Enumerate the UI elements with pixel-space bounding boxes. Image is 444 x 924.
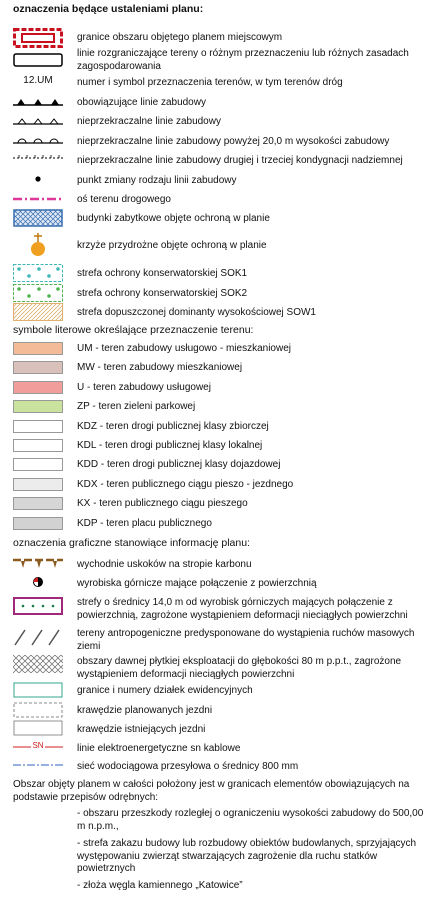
land-use-label: KDP - teren placu publicznego <box>77 517 212 529</box>
sok2-zone-symbol <box>13 284 63 302</box>
land-use-label: KDZ - teren drogi publicznej klasy zbiorczej <box>77 420 269 432</box>
power-line-code: SN <box>32 741 44 750</box>
sow1-zone-symbol <box>13 303 63 321</box>
separate-regulations-intro: Obszar objęty planem w całości położony jest w granicach elementów obowiązujących na podstawie przepisów odrębnych: <box>13 779 410 803</box>
shallow-mining-area-symbol <box>13 655 63 673</box>
legend-label: budynki zabytkowe objęte ochroną w planie <box>77 213 270 224</box>
upper-storey-building-line-symbol <box>13 152 63 162</box>
sok1-zone-symbol <box>13 264 63 282</box>
legend-label: tereny antropogeniczne predysponowane do wystąpienia ruchów masowych ziemi <box>77 628 415 652</box>
existing-roadway-symbol <box>13 720 63 736</box>
legend-label: punkt zmiany rodzaju linii zabudowy <box>77 175 237 186</box>
planned-roadway-symbol <box>13 702 63 718</box>
land-use-label: UM - teren zabudowy usługowo - mieszkaniowej <box>77 343 291 354</box>
land-use-swatch <box>13 361 63 374</box>
regulation-item: - obszaru przeszkody rozległej o ograniczeniu wysokości zabudowy do 500,00 m n.p.m., <box>77 808 424 832</box>
legend-label: granice i numery działek ewidencyjnych <box>77 685 253 696</box>
land-use-swatch <box>13 478 63 491</box>
legend-label: krzyże przydrożne objęte ochroną w planie <box>77 240 267 251</box>
fault-outcrop-symbol <box>13 556 63 572</box>
land-use-swatch <box>13 381 63 394</box>
dividing-line-symbol <box>13 52 63 68</box>
legend-label: linie elektroenergetyczne sn kablowe <box>77 743 241 754</box>
change-point-symbol <box>13 172 63 186</box>
power-line-symbol <box>13 740 63 754</box>
mandatory-building-line-symbol <box>13 96 63 108</box>
area-number-symbol: 12.UM <box>23 75 53 86</box>
water-main-symbol <box>13 759 63 771</box>
parcel-boundary-symbol <box>13 682 63 698</box>
legend-label: granice obszaru objętego planem miejscowym <box>77 32 283 43</box>
regulation-item: - strefa zakazu budowy lub rozbudowy obiektów budowlanych, sprzyjających występowaniu zwierząt stwarzających zagrożenie dla ruchu statków powietrznych <box>77 838 417 874</box>
land-use-label: ZP - teren zieleni parkowej <box>77 401 196 413</box>
legend-label: numer i symbol przeznaczenia terenów, w tym terenów dróg <box>77 77 343 88</box>
roadside-cross-icon <box>13 232 63 258</box>
land-use-label: U - teren zabudowy usługowej <box>77 381 211 393</box>
legend-label: nieprzekraczalne linie zabudowy drugiej i trzeciej kondygnacji nadziemnej <box>77 155 403 166</box>
legend-label: linie rozgraniczające tereny o różnym przeznaczeniu lub różnych zasadach zagospodarowania <box>77 48 409 72</box>
legend-label: strefy o średnicy 14,0 m od wyrobisk górniczych mających połączenie z powierzchnią, zagrożone wystąpieniem deformacji nieciągłych powierzchni <box>77 597 408 621</box>
land-use-swatch <box>13 458 63 471</box>
land-use-swatch <box>13 400 63 413</box>
heading-informacyjne: oznaczenia graficzne stanowiące informację planu: <box>13 537 250 549</box>
land-use-label: KDX - teren publicznego ciągu pieszo - jezdnego <box>77 478 294 490</box>
legend-label: strefa ochrony konserwatorskiej SOK1 <box>77 268 248 279</box>
legend-label: obowiązujące linie zabudowy <box>77 97 206 108</box>
heading-symbole: symbole literowe określające przeznaczenie terenu: <box>13 324 254 336</box>
land-use-swatch <box>13 497 63 510</box>
max-building-line-20m-symbol <box>13 134 63 146</box>
legend-label: nieprzekraczalne linie zabudowy <box>77 116 221 127</box>
legend-label: oś terenu drogowego <box>77 194 171 205</box>
legend-label: krawędzie planowanych jezdni <box>77 705 213 716</box>
land-use-label: MW - teren zabudowy mieszkaniowej <box>77 362 243 374</box>
land-use-swatch <box>13 342 63 355</box>
legend-label: obszary dawnej płytkiej eksploatacji do głębokości 80 m p.p.t., zagrożone wystąpieniem deformacji nieciągłych powierzchni <box>77 656 402 680</box>
legend-label: krawędzie istniejących jezdni <box>77 724 206 735</box>
shaft-zone-symbol <box>13 597 63 615</box>
land-use-label: KX - teren publicznego ciągu pieszego <box>77 498 248 510</box>
land-use-swatch <box>13 420 63 433</box>
road-axis-symbol <box>13 193 63 205</box>
legend-label: nieprzekraczalne linie zabudowy powyżej 20,0 m wysokości zabudowy <box>77 136 390 147</box>
legend-label: strefa ochrony konserwatorskiej SOK2 <box>77 288 248 299</box>
land-use-swatch <box>13 517 63 530</box>
land-use-swatch <box>13 439 63 452</box>
legend-label: wychodnie uskoków na stropie karbonu <box>77 559 252 570</box>
max-building-line-symbol <box>13 115 63 127</box>
legend-label: wyrobiska górnicze mające połączenie z powierzchnią <box>77 578 317 589</box>
plan-boundary-symbol <box>13 28 63 48</box>
legend-label: sieć wodociągowa przesyłowa o średnicy 800 mm <box>77 761 299 772</box>
land-use-label: KDL - teren drogi publicznej klasy lokalnej <box>77 440 263 451</box>
regulation-item: - złoża węgla kamiennego „Katowice” <box>77 880 243 891</box>
monument-building-symbol <box>13 209 63 227</box>
legend-label: strefa dopuszczonej dominanty wysokościowej SOW1 <box>77 307 316 318</box>
heading-ustalenia: oznaczenia będące ustaleniami planu: <box>13 3 204 15</box>
land-use-label: KDD - teren drogi publicznej klasy dojazdowej <box>77 459 281 471</box>
anthropogenic-area-symbol <box>13 627 63 647</box>
mine-shaft-symbol <box>13 575 63 589</box>
